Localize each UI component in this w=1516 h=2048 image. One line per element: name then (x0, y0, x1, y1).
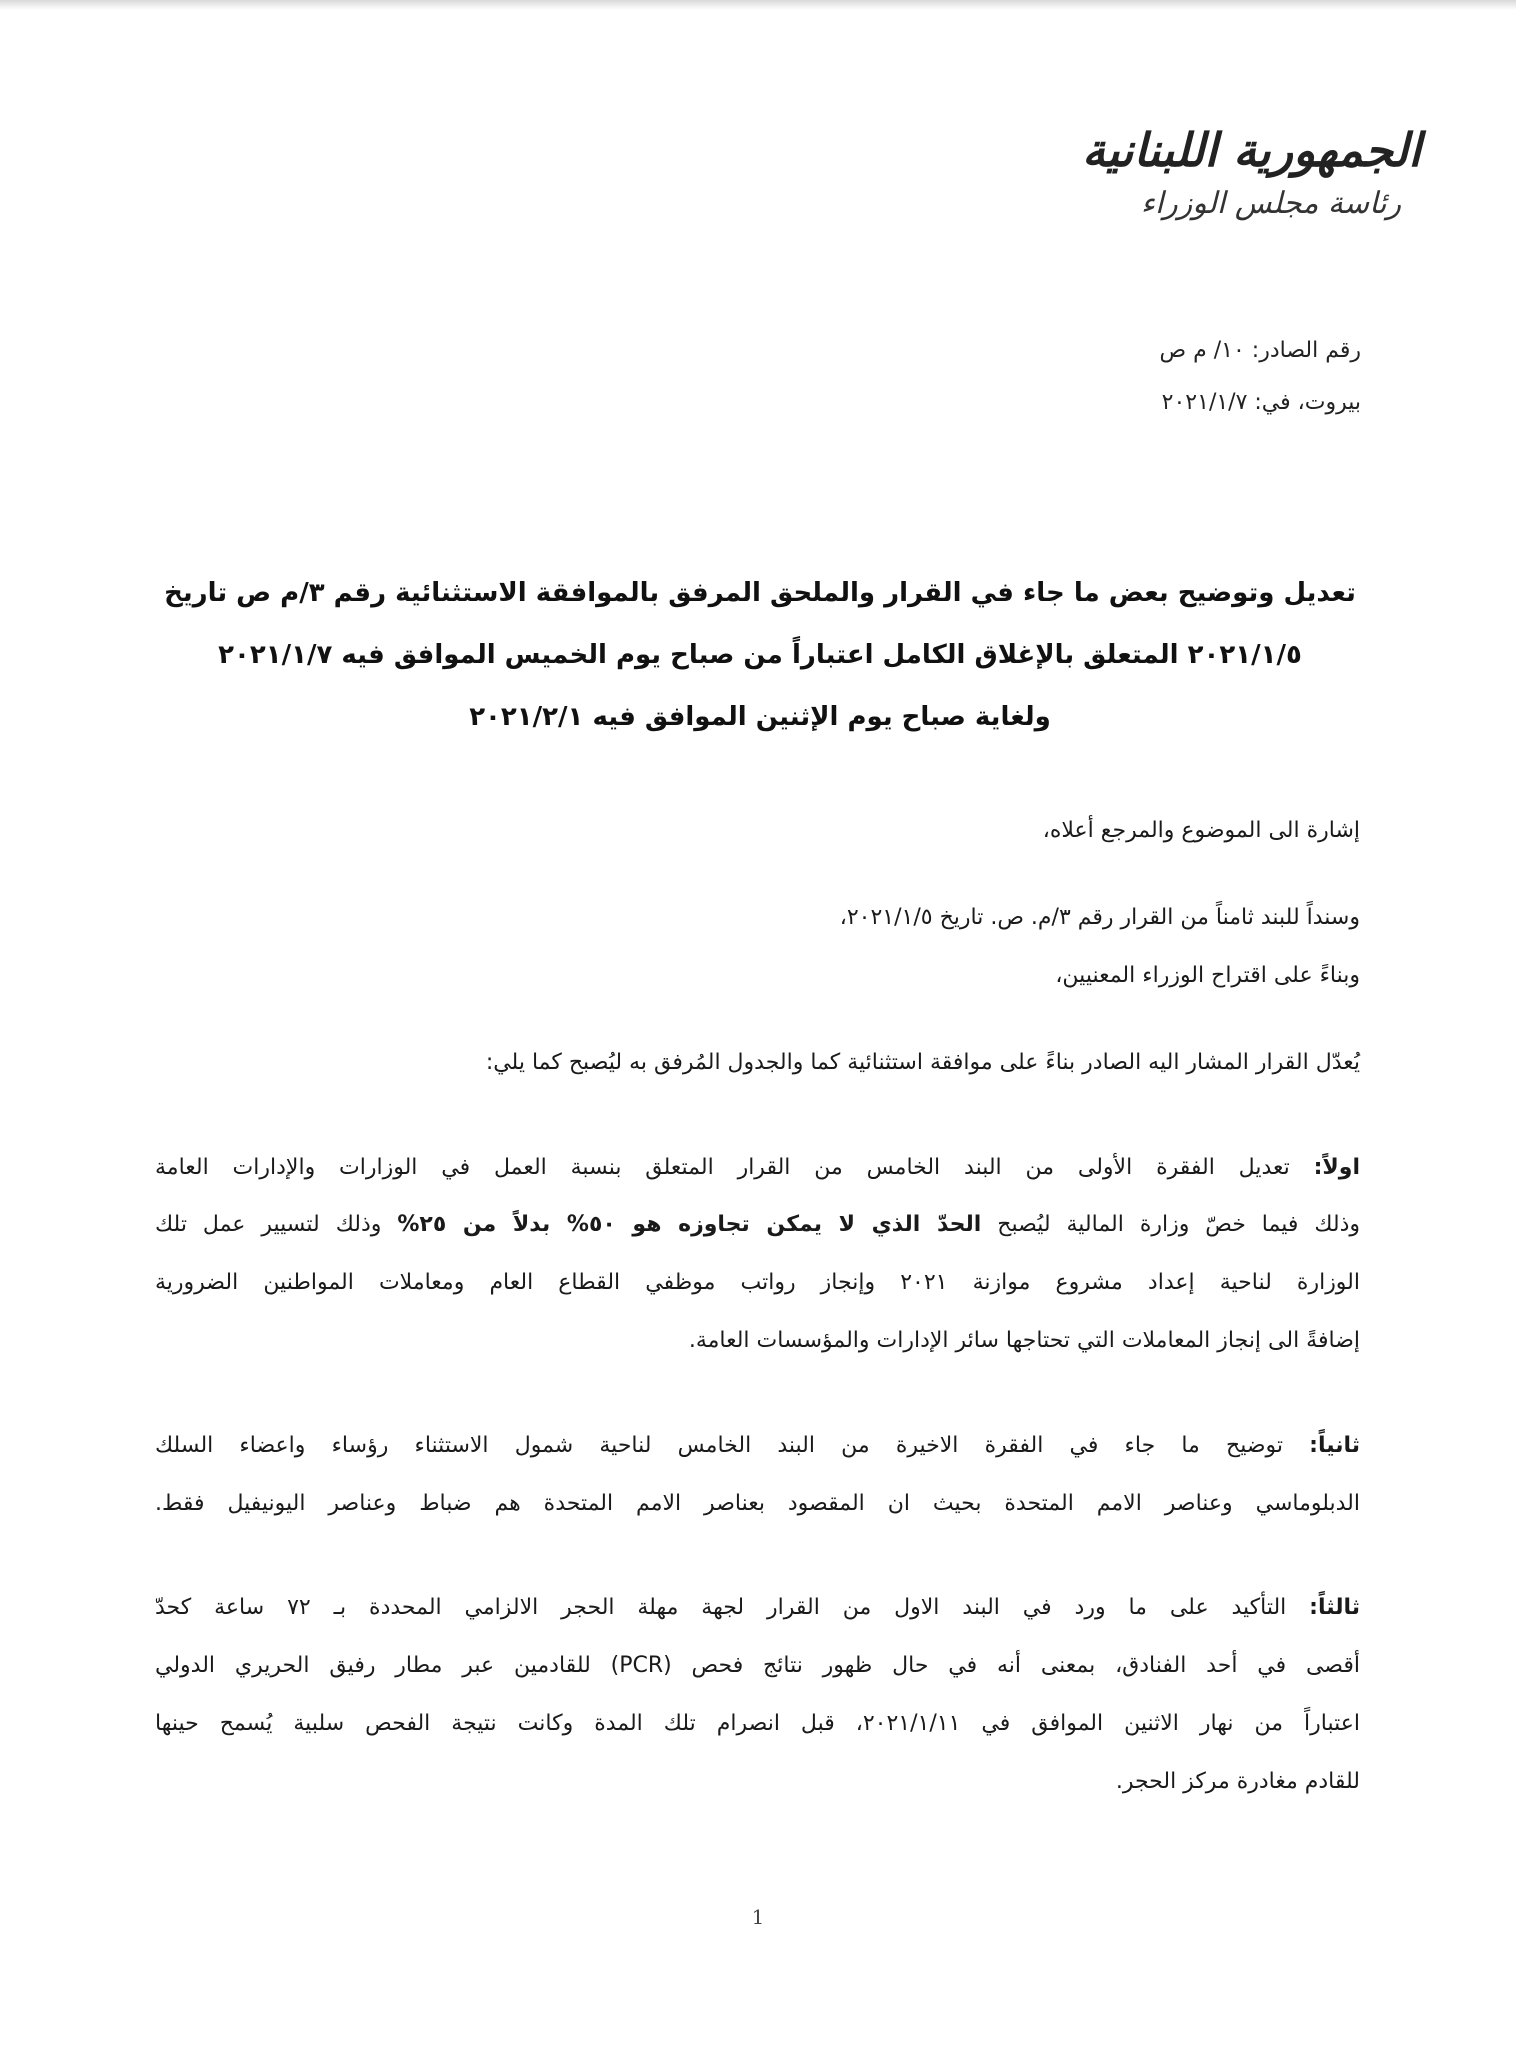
third-line-2: أقصى في أحد الفنادق، بمعنى أنه في حال ظهور نتائج فحص (PCR) للقادمين عبر مطار رفيق الحريري الدولي (155, 1653, 1360, 1678)
first-line-1-text: تعديل الفقرة الأولى من البند الخامس من القرار المتعلق بنسبة العمل في الوزارات والإدارات العامة (155, 1155, 1290, 1180)
preamble-line-1: إشارة الى الموضوع والمرجع أعلاه، (1042, 818, 1360, 843)
third-label: ثالثاً: (1309, 1595, 1360, 1620)
third-line-1 (155, 1595, 1360, 1620)
subject-line-1: تعديل وتوضيح بعض ما جاء في القرار والملحق المرفق بالموافقة الاستثنائية رقم ٣/م ص تاريخ (164, 578, 1356, 608)
reference-block (861, 325, 1361, 429)
third-line-1-text: التأكيد على ما ورد في البند الاول من القرار لجهة مهلة الحجر الالزامي المحددة بـ ٧٢ ساعة كحدّ (155, 1595, 1287, 1620)
reference-number: رقم الصادر: ١٠/ م ص (1159, 338, 1361, 363)
preamble-line-4: يُعدّل القرار المشار اليه الصادر بناءً على موافقة استثنائية كما والجدول المُرفق به ليُصبح كما يلي: (485, 1050, 1360, 1075)
second-line-1-text: توضيح ما جاء في الفقرة الاخيرة من البند الخامس لناحية شمول الاستثناء رؤساء واعضاء السلك (155, 1433, 1283, 1458)
first-line-2-post: وذلك لتسيير عمل تلك (155, 1212, 382, 1237)
scan-edge (0, 0, 1516, 10)
subject-line-3: ولغاية صباح يوم الإثنين الموافق فيه ٢٠٢١/٢/١ (469, 702, 1051, 732)
letterhead-presidency: رئاسة مجلس الوزراء (1140, 186, 1402, 221)
first-line-2 (155, 1212, 1360, 1237)
first-line-2-bold: الحدّ الذي لا يمكن تجاوزه هو ٥٠% بدلاً من ٢٥% (397, 1212, 982, 1237)
second-line-2: الدبلوماسي وعناصر الامم المتحدة بحيث ان المقصود بعناصر الامم المتحدة هم ضباط وعناصر اليونيفيل فقط. (155, 1491, 1360, 1516)
letterhead (1082, 120, 1421, 226)
letterhead-republic: الجمهورية اللبنانية (1082, 123, 1421, 177)
first-line-4: إضافةً الى إنجاز المعاملات التي تحتاجها سائر الإدارات والمؤسسات العامة. (688, 1328, 1360, 1353)
third-line-3: اعتباراً من نهار الاثنين الموافق في ٢٠٢١/١/١١، قبل انصرام تلك المدة وكانت نتيجة الفحص سلبية يُسمح حينها (155, 1711, 1360, 1736)
third-line-4: للقادم مغادرة مركز الحجر. (1115, 1769, 1360, 1794)
first-label: اولاً: (1313, 1155, 1360, 1180)
second-label: ثانياً: (1309, 1433, 1360, 1458)
reference-date: بيروت، في: ٢٠٢١/١/٧ (1161, 390, 1361, 415)
preamble-line-3: وبناءً على اقتراح الوزراء المعنيين، (1055, 963, 1360, 988)
first-line-2-pre: وذلك فيما خصّ وزارة المالية ليُصبح (997, 1212, 1361, 1237)
first-line-1 (155, 1155, 1360, 1180)
subject-line-2: ٢٠٢١/١/٥ المتعلق بالإغلاق الكامل اعتباراً من صباح يوم الخميس الموافق فيه ٢٠٢١/١/٧ (218, 640, 1302, 670)
subject-title (160, 562, 1360, 748)
preamble-line-2: وسنداً للبند ثامناً من القرار رقم ٣/م. ص. تاريخ ٢٠٢١/١/٥، (839, 905, 1360, 930)
first-line-3: الوزارة لناحية إعداد مشروع موازنة ٢٠٢١ وإنجاز رواتب موظفي القطاع العام ومعاملات المواطنين الضرورية (155, 1270, 1360, 1295)
page-number: 1 (751, 1905, 765, 1929)
second-line-1 (155, 1433, 1360, 1458)
